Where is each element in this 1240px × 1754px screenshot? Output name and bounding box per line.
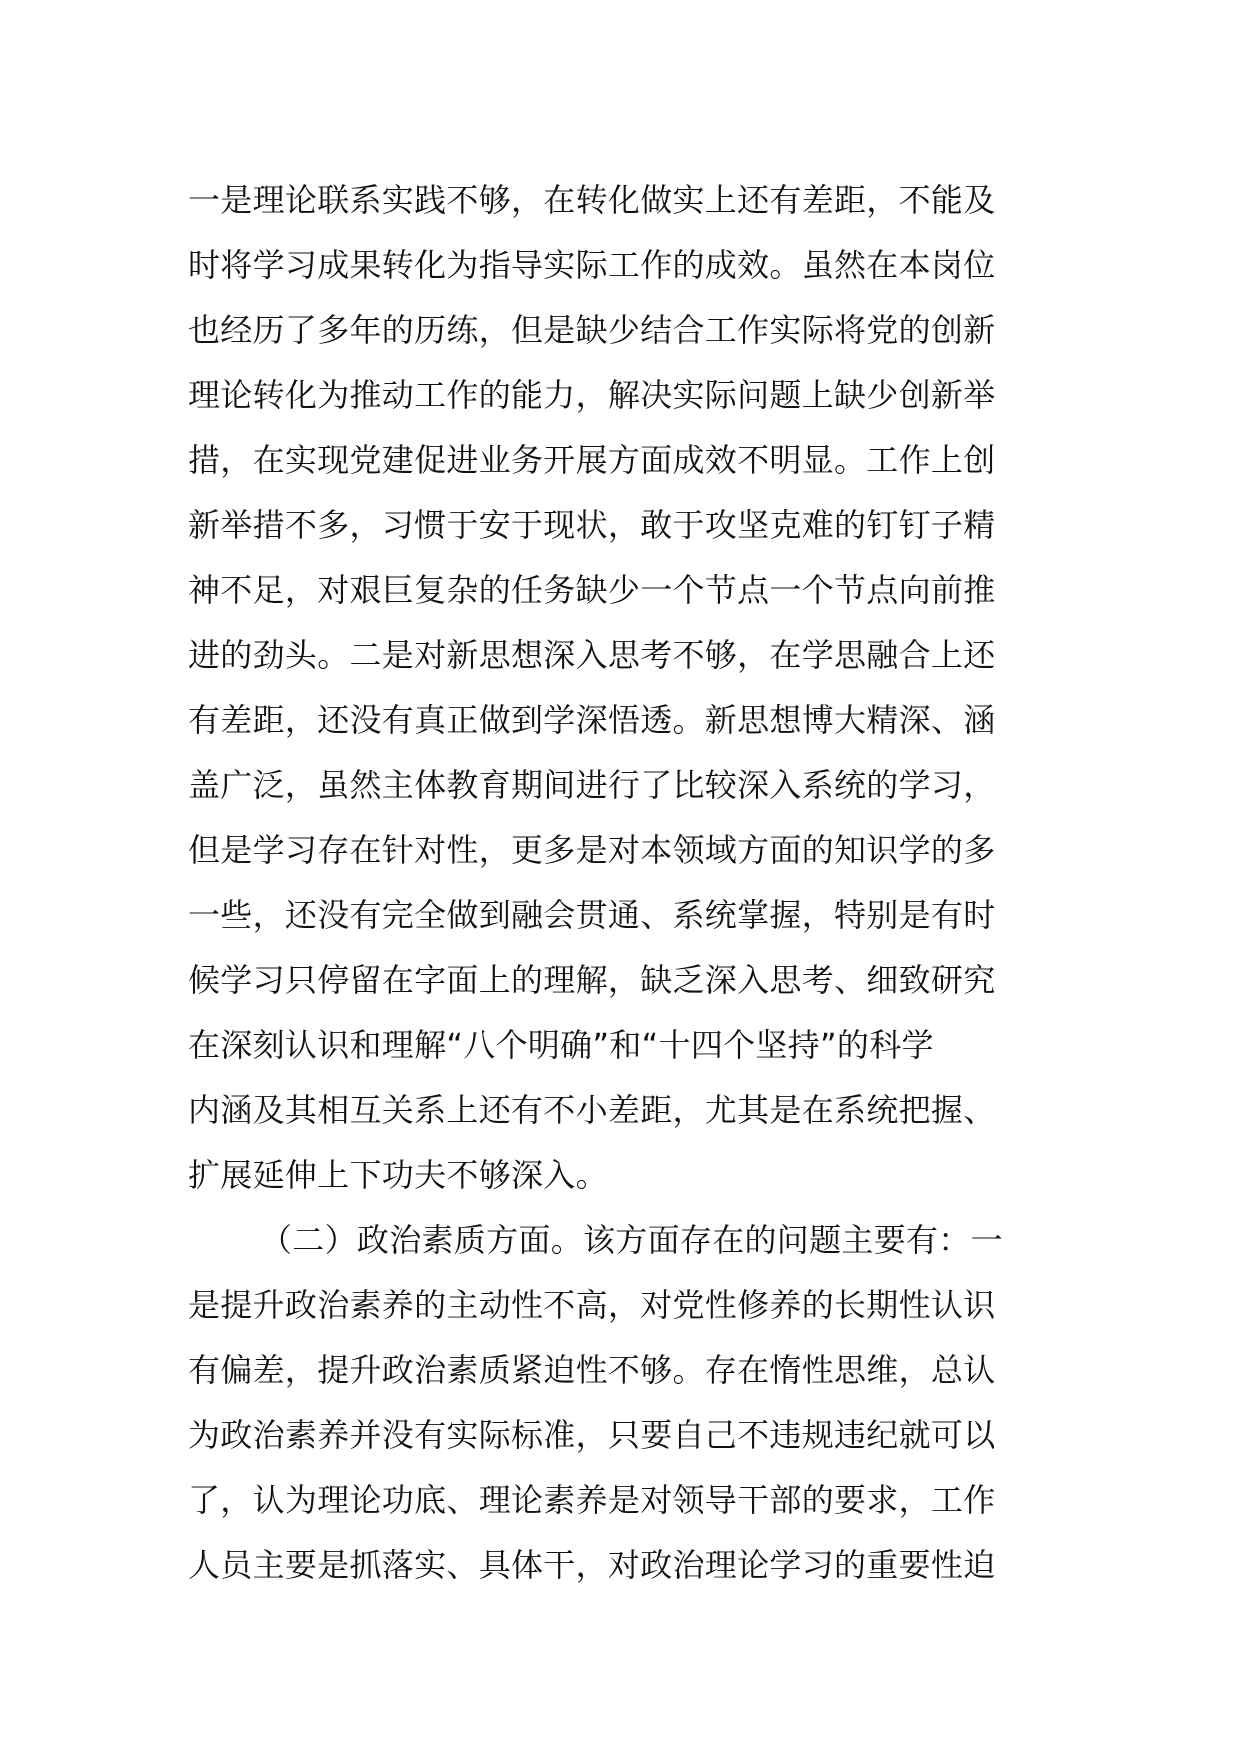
text-line: 一是理论联系实践不够，在转化做实上还有差距，不能及 [188,181,996,219]
text-line: 进的劲头。二是对新思想深入思考不够，在学思融合上还 [188,636,996,674]
text-line: 为政治素养并没有实际标准，只要自己不违规违纪就可以 [188,1416,996,1454]
body-text [188,168,1068,1598]
text-line: 人员主要是抓落实、具体干，对政治理论学习的重要性迫 [188,1546,996,1584]
text-line: 但是学习存在针对性，更多是对本领域方面的知识学的多 [188,831,996,869]
text-line: 措，在实现党建促进业务开展方面成效不明显。工作上创 [188,441,996,479]
text-line: 神不足，对艰巨复杂的任务缺少一个节点一个节点向前推 [188,571,996,609]
text-line: 了，认为理论功底、理论素养是对领导干部的要求，工作 [188,1481,996,1519]
text-line: 在深刻认识和理解“八个明确”和“十四个坚持”的科学 [188,1026,934,1064]
text-line: 扩展延伸上下功夫不够深入。 [188,1156,608,1194]
text-line: 是提升政治素养的主动性不高，对党性修养的长期性认识 [188,1286,996,1324]
text-line: 内涵及其相互关系上还有不小差距，尤其是在系统把握、 [188,1091,996,1129]
text-line: 盖广泛，虽然主体教育期间进行了比较深入系统的学习， [188,766,996,804]
text-line: 新举措不多，习惯于安于现状，敢于攻坚克难的钉钉子精 [188,506,996,544]
section-heading-line: （二）政治素质方面。该方面存在的问题主要有：一 [260,1221,1003,1259]
text-line: 候学习只停留在字面上的理解，缺乏深入思考、细致研究 [188,961,996,999]
text-line: 也经历了多年的历练，但是缺少结合工作实际将党的创新 [188,311,996,349]
text-line: 有差距，还没有真正做到学深悟透。新思想博大精深、涵 [188,701,996,739]
text-line: 一些，还没有完全做到融会贯通、系统掌握，特别是有时 [188,896,996,934]
text-line: 理论转化为推动工作的能力，解决实际问题上缺少创新举 [188,376,996,414]
text-line: 有偏差，提升政治素质紧迫性不够。存在惰性思维，总认 [188,1351,996,1389]
text-line: 时将学习成果转化为指导实际工作的成效。虽然在本岗位 [188,246,996,284]
